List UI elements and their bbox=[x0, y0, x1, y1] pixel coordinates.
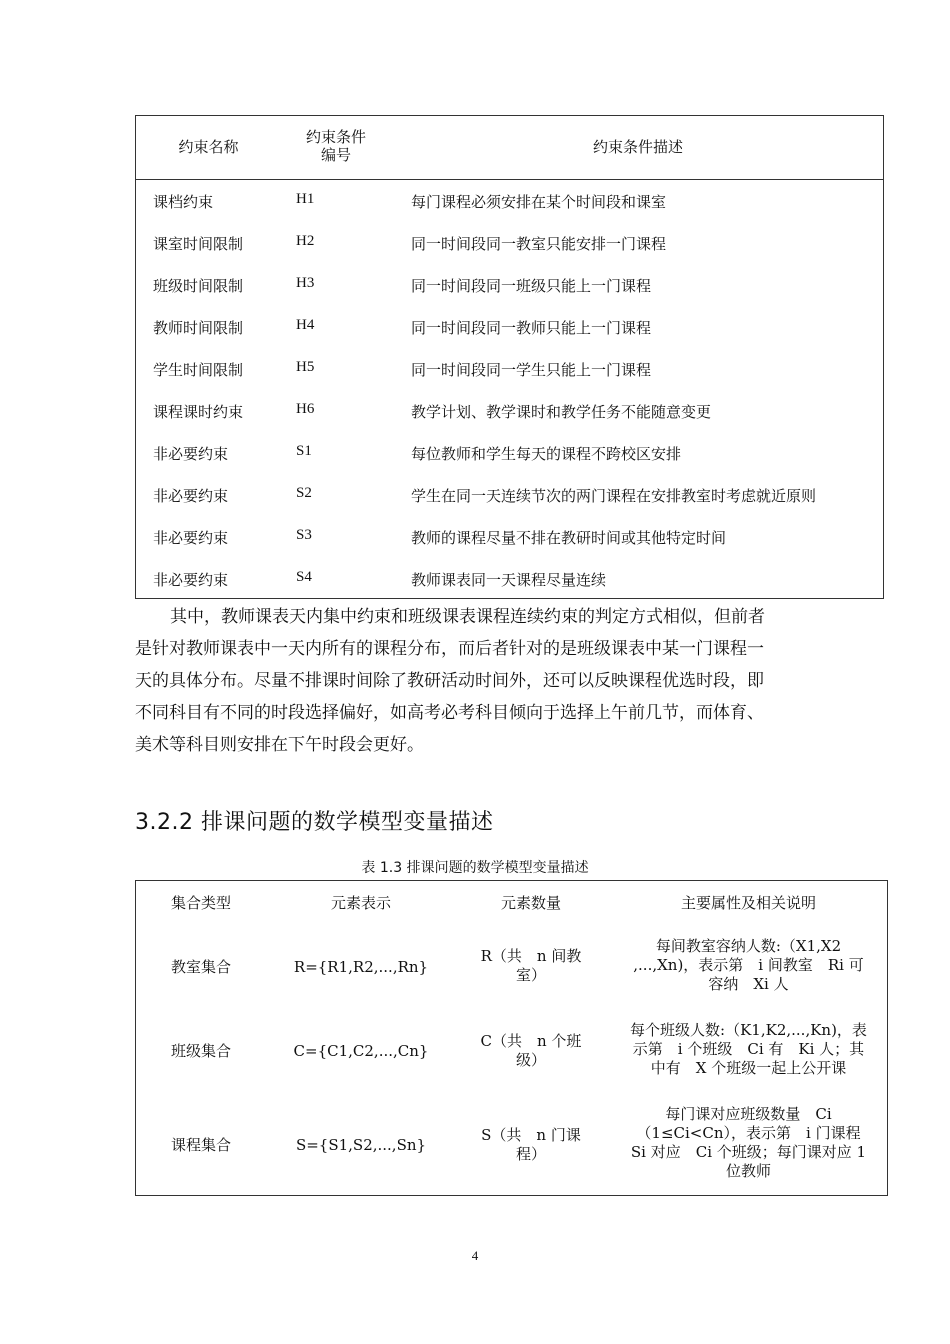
set-element: C={C1,C2,...,Cn} bbox=[293, 1042, 429, 1060]
header-description: 主要属性及相关说明 bbox=[680, 894, 816, 912]
set-description-line: 每间教室容纳人数:（X1,X2 bbox=[655, 937, 842, 955]
constraint-name: 课室时间限制 bbox=[153, 235, 244, 253]
set-element: S={S1,S2,...,Sn} bbox=[295, 1136, 427, 1154]
constraint-id: H5 bbox=[296, 359, 315, 375]
constraint-id: S1 bbox=[296, 443, 312, 459]
set-description bbox=[611, 937, 886, 994]
constraint-id: H4 bbox=[296, 317, 315, 333]
paragraph-line: 不同科目有不同的时段选择偏好，如高考必考科目倾向于选择上午前几节，而体育、 bbox=[135, 703, 764, 723]
set-description bbox=[611, 1105, 886, 1181]
constraint-desc: 教师的课程尽量不排在教研时间或其他特定时间 bbox=[411, 529, 727, 547]
constraint-name: 班级时间限制 bbox=[153, 277, 244, 295]
constraint-name: 非必要约束 bbox=[153, 445, 229, 463]
constraint-desc: 同一时间段同一教室只能安排一门课程 bbox=[411, 235, 667, 253]
constraint-desc: 同一时间段同一学生只能上一门课程 bbox=[411, 361, 652, 379]
constraint-desc: 教学计划、教学课时和教学任务不能随意变更 bbox=[411, 403, 712, 421]
set-count bbox=[456, 947, 606, 985]
set-count-line: S（共 n 门课 bbox=[481, 1126, 581, 1144]
constraints-table-header bbox=[136, 116, 883, 180]
constraint-desc: 每位教师和学生每天的课程不跨校区安排 bbox=[411, 445, 682, 463]
set-description-line: （1≤Ci<Cn），表示第 i 门课程 bbox=[636, 1124, 861, 1142]
constraint-name: 学生时间限制 bbox=[153, 361, 244, 379]
constraint-name: 非必要约束 bbox=[153, 571, 229, 589]
section-heading: 3.2.2 排课问题的数学模型变量描述 bbox=[135, 810, 494, 835]
table-row bbox=[136, 473, 883, 515]
page-number: 4 bbox=[471, 1248, 479, 1263]
table-row bbox=[136, 557, 883, 599]
constraint-desc: 每门课程必须安排在某个时间段和课室 bbox=[411, 193, 667, 211]
constraint-desc: 同一时间段同一教师只能上一门课程 bbox=[411, 319, 652, 337]
header-count: 元素数量 bbox=[500, 894, 561, 912]
table-row bbox=[136, 389, 883, 431]
paragraph-line: 其中，教师课表天内集中约束和班级课表课程连续约束的判定方式相似，但前者 bbox=[170, 607, 765, 627]
table-row bbox=[136, 515, 883, 557]
table-row bbox=[136, 179, 883, 221]
set-description-line: 每门课对应班级数量 Ci bbox=[665, 1105, 832, 1123]
constraint-name: 教师时间限制 bbox=[153, 319, 244, 337]
constraint-id: H6 bbox=[296, 401, 315, 417]
set-count-line: 级） bbox=[515, 1051, 546, 1069]
set-type: 班级集合 bbox=[170, 1042, 231, 1060]
table-row bbox=[136, 431, 883, 473]
constraint-name: 非必要约束 bbox=[153, 487, 229, 505]
header-constraint-id bbox=[281, 128, 391, 164]
table-row bbox=[136, 221, 883, 263]
set-description-line: ,...,Xn)，表示第 i 间教室 Ri 可 bbox=[633, 956, 864, 974]
set-count bbox=[456, 1126, 606, 1164]
set-count-line: 室） bbox=[515, 966, 546, 984]
set-description-line: 位教师 bbox=[725, 1162, 771, 1180]
set-count bbox=[456, 1032, 606, 1070]
set-description-line: 示第 i 个班级 Ci 有 Ki 人；其 bbox=[632, 1040, 865, 1058]
header-element: 元素表示 bbox=[330, 894, 391, 912]
constraint-id: H1 bbox=[296, 191, 315, 207]
set-description-line: 每个班级人数:（K1,K2,...,Kn)，表 bbox=[630, 1021, 867, 1039]
constraint-desc: 同一时间段同一班级只能上一门课程 bbox=[411, 277, 652, 295]
constraint-id: H2 bbox=[296, 233, 315, 249]
header-set-type: 集合类型 bbox=[170, 894, 231, 912]
table-row bbox=[136, 305, 883, 347]
constraint-id: S3 bbox=[296, 527, 312, 543]
set-description bbox=[611, 1021, 886, 1078]
constraints-table bbox=[135, 115, 884, 599]
variables-table bbox=[135, 880, 888, 1196]
constraint-id: S2 bbox=[296, 485, 312, 501]
set-count-line: 程） bbox=[515, 1145, 546, 1163]
constraint-desc: 教师课表同一天课程尽量连续 bbox=[411, 571, 607, 589]
set-description-line: 中有 X 个班级一起上公开课 bbox=[650, 1059, 847, 1077]
header-constraint-name: 约束名称 bbox=[178, 138, 239, 156]
set-type: 教室集合 bbox=[170, 958, 231, 976]
header-constraint-desc: 约束条件描述 bbox=[592, 138, 683, 156]
header-constraint-id-line2: 编号 bbox=[320, 146, 351, 164]
set-count-line: R（共 n 间教 bbox=[480, 947, 582, 965]
constraint-name: 非必要约束 bbox=[153, 529, 229, 547]
paragraph-line: 美术等科目则安排在下午时段会更好。 bbox=[135, 735, 424, 755]
constraint-id: S4 bbox=[296, 569, 312, 585]
set-type: 课程集合 bbox=[170, 1136, 231, 1154]
constraint-desc: 学生在同一天连续节次的两门课程在安排教室时考虑就近原则 bbox=[411, 487, 817, 505]
set-count-line: C（共 n 个班 bbox=[480, 1032, 582, 1050]
set-element: R={R1,R2,...,Rn} bbox=[293, 958, 429, 976]
paragraph-line: 是针对教师课表中一天内所有的课程分布，而后者针对的是班级课表中某一门课程一 bbox=[135, 639, 764, 659]
set-description-line: Si 对应 Ci 个班级；每门课对应 1 bbox=[630, 1143, 867, 1161]
header-constraint-id-line1: 约束条件 bbox=[305, 128, 366, 146]
constraint-id: H3 bbox=[296, 275, 315, 291]
table-row bbox=[136, 347, 883, 389]
table-row bbox=[136, 263, 883, 305]
constraint-name: 课程课时约束 bbox=[153, 403, 244, 421]
paragraph-line: 天的具体分布。尽量不排课时间除了教研活动时间外，还可以反映课程优选时段，即 bbox=[135, 671, 764, 691]
set-description-line: 容纳 Xi 人 bbox=[708, 975, 789, 993]
table-caption: 表 1.3 排课问题的数学模型变量描述 bbox=[361, 860, 589, 876]
constraint-name: 课档约束 bbox=[153, 193, 214, 211]
